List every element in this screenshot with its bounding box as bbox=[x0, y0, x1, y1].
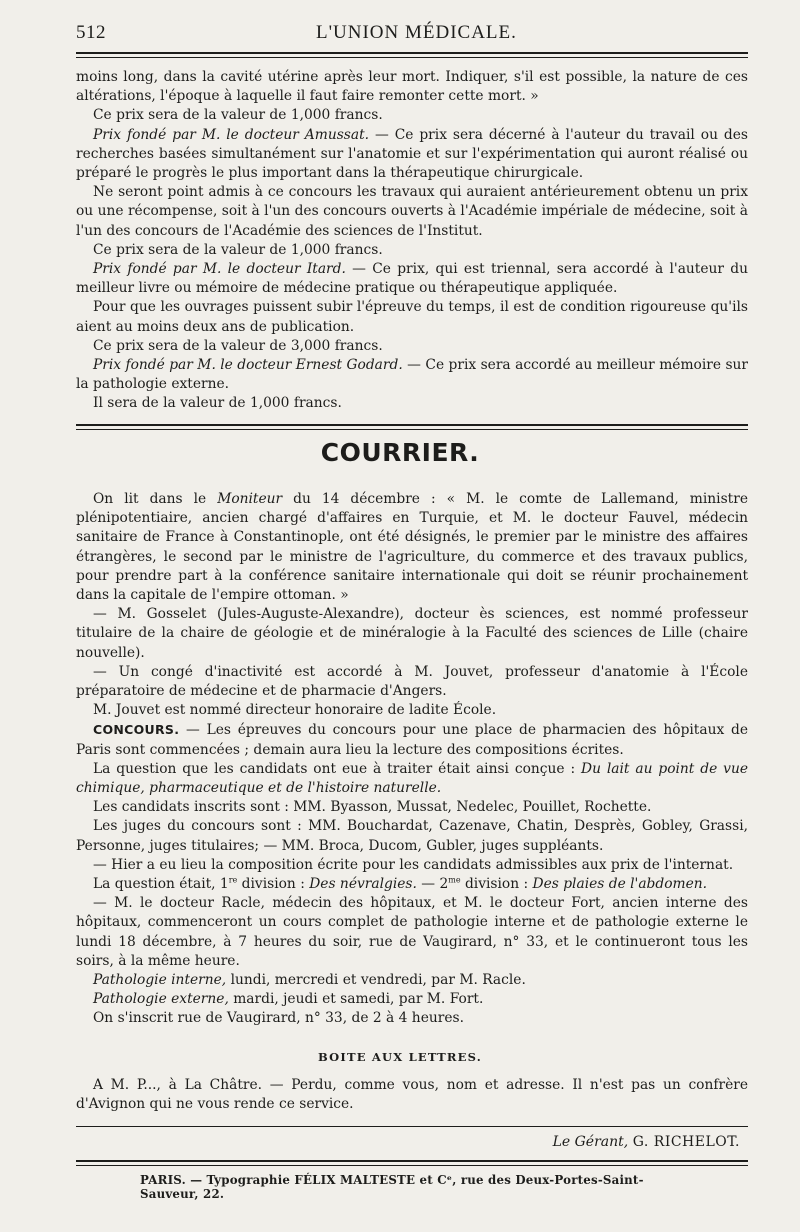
courrier-section bbox=[76, 490, 748, 1029]
courrier-paragraph-4: M. Jouvet est nommé directeur honoraire de ladite École. bbox=[93, 702, 497, 719]
courrier-paragraph-3: — Un congé d'inactivité est accordé à M. Jouvet, professeur d'anatomie à l'École préparatoire de médecine et de pharmacie d'Angers. bbox=[76, 663, 748, 700]
page-number: 512 bbox=[76, 22, 106, 43]
ordinal-suffix: me bbox=[448, 875, 461, 885]
text-fragment: division : bbox=[460, 876, 533, 893]
printer-imprint: PARIS. — Typographie FÉLIX MALTESTE et Cᵉ, rue des Deux-Portes-Saint-Sauveur, 22. bbox=[140, 1173, 644, 1201]
text-fragment: La question que les candidats ont eue à traiter était ainsi conçue : bbox=[93, 760, 582, 777]
prize-text-amussat: — Ce prix sera décerné à l'auteur du travail ou des recherches basées simultanément sur l'anatomie et sur l'expérimentation qui auront réalisé ou préparé le progrès le plus important dans la thérapeutique chirurgicale. bbox=[76, 126, 748, 182]
exam-question: Du lait au point de vue chimique, pharmaceutique et de l'histoire naturelle. bbox=[76, 760, 748, 797]
courrier-paragraph-13 bbox=[76, 990, 748, 1009]
prize-text-itard: — Ce prix, qui est triennal, sera accordé à l'auteur du meilleur livre ou mémoire de médecine pratique ou thérapeutique appliquée. bbox=[76, 261, 748, 297]
courrier-paragraph-2: — M. Gosselet (Jules-Auguste-Alexandre), docteur ès sciences, est nommé professeur titulaire de la chaire de géologie et de minéralogie à la Faculté des sciences de Lille (chaire nouvelle). bbox=[76, 606, 748, 661]
footer-rule bbox=[76, 1126, 748, 1127]
text-fragment: — 2 bbox=[416, 876, 449, 893]
text-fragment: du 14 décembre : « M. le comte de Lallemand, ministre plénipotentiaire, ancien chargé d'affaires en Turquie, et M. le docteur Fauvel, médecin sanitaire de France à Constantinople, ont été désignés, le premier par le ministre des affaires étrangères, le second par le ministre de l'agriculture, du commerce et des travaux publics, pour prendre part à la conférence sanitaire internationale qui doit se réunir prochainement dans la capitale de l'empire ottoman. » bbox=[76, 491, 748, 604]
exam-question: Des plaies de l'abdomen. bbox=[532, 876, 708, 893]
imprint-rule bbox=[76, 1160, 748, 1166]
courrier-paragraph-11: — M. le docteur Racle, médecin des hôpitaux, et M. le docteur Fort, ancien interne des hôpitaux, commenceront un cours complet de pathologie interne et de pathologie externe le lundi 18 décembre, à 7 heures du soir, rue de Vaugirard, n° 33, et le continueront tous les soirs, à la même heure. bbox=[76, 895, 748, 969]
text-fragment: mardi, jeudi et samedi, par M. Fort. bbox=[228, 991, 484, 1008]
prize-paragraph-4: Ce prix sera de la valeur de 1,000 francs. bbox=[93, 241, 383, 258]
courrier-paragraph-10 bbox=[76, 875, 748, 894]
prize-lead-itard: Prix fondé par M. le docteur Itard. bbox=[93, 261, 346, 278]
courrier-paragraph-8: Les juges du concours sont : MM. Bouchardat, Cazenave, Chatin, Desprès, Gobley, Grassi, Personne, juges titulaires; — MM. Broca, Ducom, Gubler, juges suppléants. bbox=[76, 818, 748, 854]
ordinal-suffix: re bbox=[228, 875, 238, 885]
prize-lead-godard: Prix fondé par M. le docteur Ernest Godard. bbox=[93, 357, 403, 374]
course-name: Pathologie interne, bbox=[93, 972, 227, 989]
journal-name: Moniteur bbox=[217, 491, 283, 507]
courrier-paragraph-6 bbox=[76, 760, 748, 798]
text-fragment: — Les épreuves du concours pour une place de pharmacien des hôpitaux de Paris sont commencées ; demain aura lieu la lecture des compositions écrites. bbox=[76, 722, 748, 758]
courrier-paragraph-9: — Hier a eu lieu la composition écrite pour les candidats admissibles aux prix de l'internat. bbox=[93, 856, 734, 873]
course-name: Pathologie externe, bbox=[93, 991, 229, 1008]
text-fragment: division : bbox=[237, 876, 310, 893]
journal-title: L'UNION MÉDICALE. bbox=[316, 22, 517, 43]
gerant-label: Le Gérant, bbox=[552, 1134, 629, 1150]
header-rule bbox=[76, 52, 748, 58]
courrier-paragraph-14: On s'inscrit rue de Vaugirard, n° 33, de 2 à 4 heures. bbox=[93, 1010, 464, 1027]
boite-heading: BOITE AUX LETTRES. bbox=[318, 1050, 482, 1064]
prize-paragraph-6: Pour que les ouvrages puissent subir l'épreuve du temps, il est de condition rigoureuse qu'ils aient au moins deux ans de publication. bbox=[76, 299, 748, 335]
text-fragment: On lit dans le bbox=[93, 491, 218, 507]
courrier-heading: COURRIER. bbox=[320, 438, 480, 467]
page-header bbox=[76, 22, 748, 48]
prize-paragraph-2 bbox=[76, 126, 748, 184]
section-rule bbox=[76, 424, 748, 430]
exam-question: Des névralgies. bbox=[309, 876, 417, 893]
text-fragment: La question était, 1 bbox=[93, 876, 229, 893]
prize-paragraph-0: moins long, dans la cavité utérine après leur mort. Indiquer, s'il est possible, la nature de ces altérations, l'époque à laquelle il faut faire remonter cette mort. » bbox=[76, 69, 748, 105]
text-fragment: lundi, mercredi et vendredi, par M. Racle. bbox=[226, 972, 526, 989]
concours-label: CONCOURS. bbox=[93, 722, 180, 738]
prize-paragraph-7: Ce prix sera de la valeur de 3,000 francs. bbox=[93, 337, 383, 354]
prize-paragraph-5 bbox=[76, 260, 748, 298]
concours-paragraph bbox=[76, 720, 748, 759]
prizes-section bbox=[76, 68, 748, 414]
prize-lead-amussat: Prix fondé par M. le docteur Amussat. bbox=[93, 126, 370, 143]
prize-paragraph-9: Il sera de la valeur de 1,000 francs. bbox=[93, 395, 342, 412]
prize-paragraph-8 bbox=[76, 356, 748, 394]
gerant-signature bbox=[553, 1134, 740, 1150]
prize-paragraph-3: Ne seront point admis à ce concours les travaux qui auraient antérieurement obtenu un prix ou une récompense, soit à l'un des concours ouverts à l'Académie impériale de médecine, soit à l'un des concours de l'Académie des sciences de l'Institut. bbox=[76, 184, 748, 239]
prize-paragraph-1: Ce prix sera de la valeur de 1,000 francs. bbox=[93, 107, 383, 124]
gerant-name: G. RICHELOT. bbox=[632, 1134, 740, 1150]
courrier-paragraph-12 bbox=[76, 971, 748, 990]
courrier-paragraph-1 bbox=[76, 490, 748, 605]
boite-paragraph: A M. P..., à La Châtre. — Perdu, comme vous, nom et adresse. Il n'est pas un confrère d'Avignon qui ne vous rende ce service. bbox=[76, 1077, 748, 1113]
prize-text-godard: — Ce prix sera accordé au meilleur mémoire sur la pathologie externe. bbox=[76, 357, 749, 393]
boite-section bbox=[76, 1076, 748, 1114]
courrier-paragraph-7: Les candidats inscrits sont : MM. Byasson, Mussat, Nedelec, Pouillet, Rochette. bbox=[93, 799, 652, 816]
